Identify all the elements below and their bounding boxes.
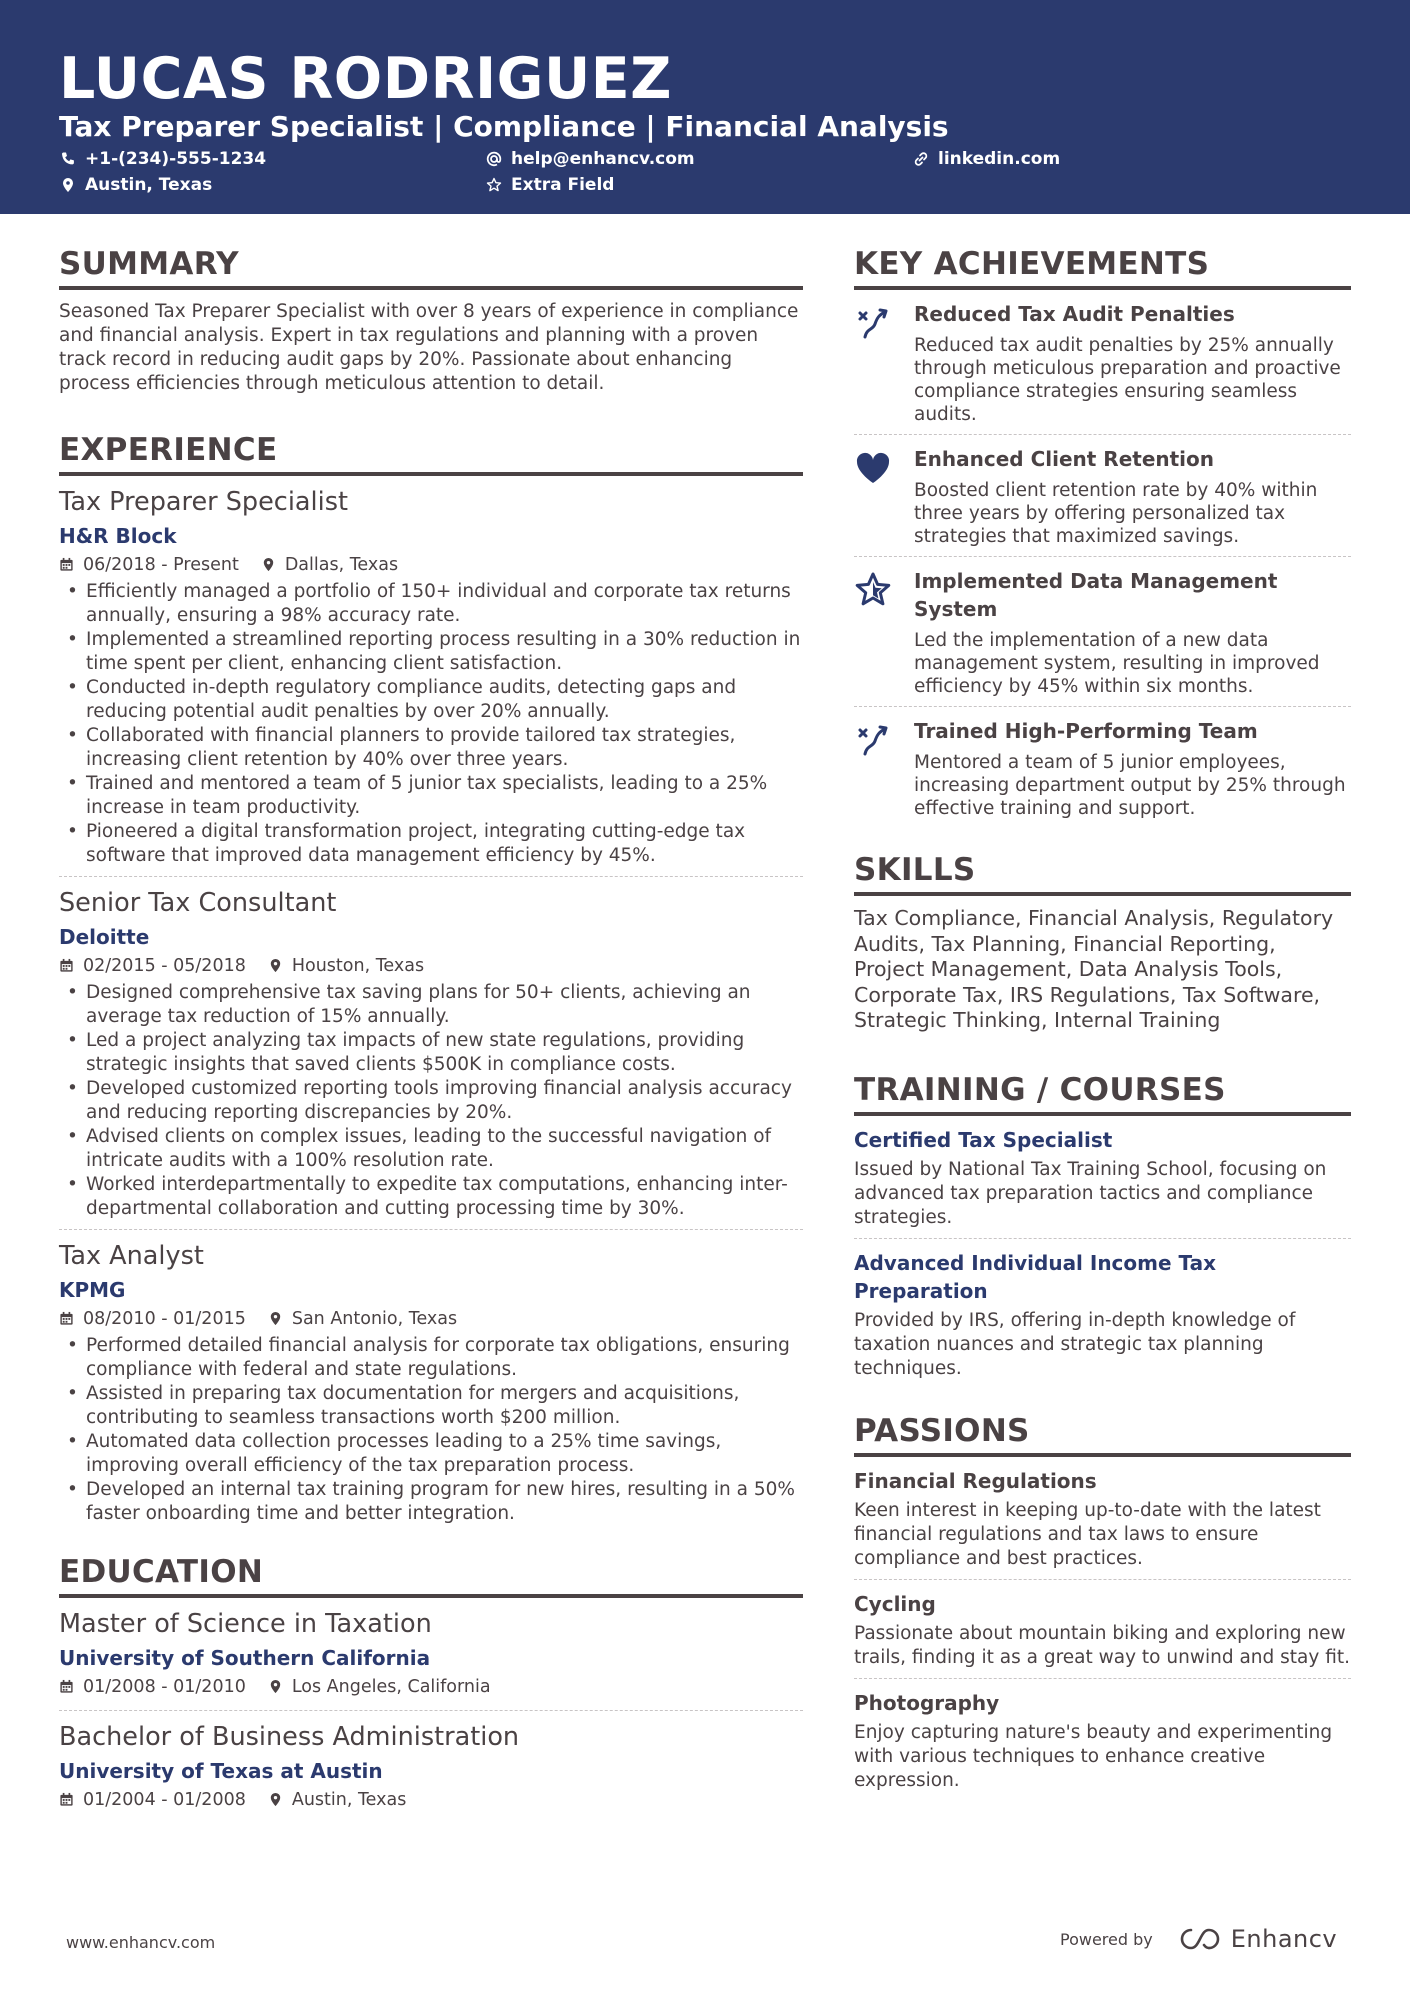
passions-section (854, 1411, 1351, 1801)
training-section (854, 1070, 1351, 1389)
brand-name: Enhancv (1230, 1925, 1338, 1953)
footer-website[interactable]: www.enhancv.com (66, 1933, 216, 1952)
summary-text: Seasoned Tax Preparer Specialist with over 8 years of experience in compliance and financial analysis. Expert in tax regulations and planning with a proven track record in reducing audit gaps by 20%. Passionate about enhancing process efficiencies through meticulous attention to detail. (59, 301, 799, 394)
summary-heading: SUMMARY (59, 244, 803, 290)
contact-email[interactable] (485, 148, 695, 170)
contact-phone[interactable] (59, 148, 266, 170)
passion-item (854, 1689, 1351, 1801)
job-bullet: • Developed customized reporting tools improving financial analysis accuracy and reducing reporting discrepancies by 20%. (59, 1077, 803, 1125)
education-dates: 01/2004 - 01/2008 (83, 1790, 246, 1810)
resume-header (0, 0, 1410, 214)
education-location: Austin, Texas (291, 1790, 407, 1810)
job-company: KPMG (59, 1278, 126, 1302)
job-bullet: • Collaborated with financial planners to provide tailored tax strategies, increasing client retention by 40% over three years. (59, 724, 803, 772)
achievement-description: Led the implementation of a new data management system, resulting in improved efficiency by 45% within six months. (914, 630, 1320, 697)
job-location: San Antonio, Texas (291, 1309, 458, 1329)
job-bullet: • Pioneered a digital transformation project, integrating cutting-edge tax software that improved data management efficiency by 45%. (59, 820, 803, 868)
education-dates: 01/2008 - 01/2010 (83, 1677, 246, 1697)
job-bullet: • Conducted in-depth regulatory compliance audits, detecting gaps and reducing potential audit penalties by over 20% annually. (59, 676, 803, 724)
achievement-title: Implemented Data Management System (914, 569, 1278, 621)
candidate-name: LUCAS RODRIGUEZ (59, 46, 673, 112)
linkedin-text: linkedin.com (938, 149, 1061, 169)
job-dates: 02/2015 - 05/2018 (83, 956, 246, 976)
calendar-icon (59, 958, 75, 974)
passion-title: Cycling (854, 1591, 936, 1616)
calendar-icon (59, 1792, 75, 1808)
star-icon (854, 567, 914, 698)
powered-by-label: Powered by (1060, 1929, 1153, 1949)
summary-section (59, 244, 803, 396)
job-bullet: • Automated data collection processes leading to a 25% time savings, improving overall efficiency of the tax preparation process. (59, 1430, 803, 1478)
job-bullet: • Designed comprehensive tax saving plans for 50+ clients, achieving an average tax reduction of 15% annually. (59, 981, 803, 1029)
footer-branding[interactable] (1060, 1925, 1337, 1953)
link-icon (912, 150, 930, 168)
path-icon (854, 717, 914, 820)
job-bullet: • Developed an internal tax training program for new hires, resulting in a 50% faster onboarding time and better integration. (59, 1478, 803, 1526)
job-title: Tax Preparer Specialist (59, 487, 348, 517)
job-bullet: • Advised clients on complex issues, leading to the successful navigation of intricate audits with a 100% resolution rate. (59, 1125, 803, 1173)
email-text: help@enhancv.com (511, 149, 695, 169)
path-icon (854, 300, 914, 426)
achievement-item (854, 717, 1351, 828)
job-bullet: • Assisted in preparing tax documentation for mergers and acquisitions, contributing to seamless transactions worth $200 million. (59, 1382, 803, 1430)
phone-text: +1-(234)-555-1234 (85, 149, 267, 169)
education-heading: EDUCATION (59, 1552, 803, 1598)
job-title: Tax Analyst (59, 1241, 204, 1271)
passion-description: Keen interest in keeping up-to-date with the latest financial regulations and tax laws to ensure compliance and best practices. (854, 1499, 1321, 1569)
contact-linkedin[interactable] (912, 148, 1060, 170)
achievement-item (854, 567, 1351, 707)
job-meta (59, 554, 803, 576)
course-item (854, 1249, 1351, 1389)
degree-title: Master of Science in Taxation (59, 1609, 432, 1639)
job-company: Deloitte (59, 925, 150, 949)
degree-title: Bachelor of Business Administration (59, 1722, 520, 1752)
star-outline-icon (485, 176, 503, 194)
education-meta (59, 1676, 803, 1698)
candidate-title: Tax Preparer Specialist | Compliance | Financial Analysis (59, 110, 949, 143)
education-entry (59, 1721, 803, 1823)
job-location: Dallas, Texas (284, 555, 399, 575)
passion-item (854, 1467, 1351, 1580)
location-pin-icon (59, 176, 77, 194)
school-name: University of Southern California (59, 1646, 431, 1670)
job-dates: 08/2010 - 01/2015 (83, 1309, 246, 1329)
passion-title: Financial Regulations (854, 1468, 1097, 1493)
course-title: Certified Tax Specialist (854, 1127, 1113, 1152)
job-company: H&R Block (59, 524, 177, 548)
job-bullet: • Performed detailed financial analysis for corporate tax obligations, ensuring compliance with federal and state regulations. (59, 1334, 803, 1382)
skills-heading: SKILLS (854, 850, 1351, 896)
passion-description: Enjoy capturing nature's beauty and experimenting with various techniques to enhance creative expression. (854, 1721, 1333, 1791)
skills-text: Tax Compliance, Financial Analysis, Regulatory Audits, Tax Planning, Financial Reporting, Project Management, Data Analysis Tools, Corporate Tax, IRS Regulations, Tax Software, Strategic Thinking, Internal Training (854, 906, 1334, 1032)
course-title: Advanced Individual Income Tax Preparation (854, 1250, 1216, 1303)
achievement-title: Enhanced Client Retention (914, 447, 1215, 471)
achievement-item (854, 445, 1351, 557)
job-bullet: • Efficiently managed a portfolio of 150+ individual and corporate tax returns annually, ensuring a 98% accuracy rate. (59, 580, 803, 628)
job-bullet: • Worked interdepartmentally to expedite tax computations, enhancing inter-departmental collaboration and cutting processing time by 30%. (59, 1173, 803, 1221)
achievement-title: Trained High-Performing Team (914, 719, 1258, 743)
education-section (59, 1552, 803, 1823)
achievement-title: Reduced Tax Audit Penalties (914, 302, 1235, 326)
skills-section (854, 850, 1351, 1034)
achievements-section (854, 244, 1351, 828)
job-meta (59, 955, 803, 977)
location-pin-icon (268, 1679, 284, 1695)
calendar-icon (59, 1679, 75, 1695)
job-bullets (59, 1334, 803, 1526)
location-pin-icon (268, 1311, 284, 1327)
passion-description: Passionate about mountain biking and exploring new trails, finding it as a great way to unwind and stay fit. (854, 1622, 1350, 1668)
phone-icon (59, 150, 77, 168)
location-pin-icon (268, 958, 284, 974)
course-description: Provided by IRS, offering in-depth knowledge of taxation nuances and strategic tax planning techniques. (854, 1309, 1296, 1379)
location-pin-icon (261, 557, 277, 573)
contact-extra (485, 174, 614, 196)
location-pin-icon (268, 1792, 284, 1808)
job-meta (59, 1308, 803, 1330)
job-title: Senior Tax Consultant (59, 888, 337, 918)
job-dates: 06/2018 - Present (83, 555, 239, 575)
contact-location (59, 174, 212, 196)
education-entry (59, 1608, 803, 1711)
job-location: Houston, Texas (291, 956, 425, 976)
job-bullet: • Led a project analyzing tax impacts of new state regulations, providing strategic insights that saved clients $500K in compliance costs. (59, 1029, 803, 1077)
job-bullet: • Implemented a streamlined reporting process resulting in a 30% reduction in time spent per client, enhancing client satisfaction. (59, 628, 803, 676)
job-entry (59, 887, 803, 1230)
at-icon (485, 150, 503, 168)
training-heading: TRAINING / COURSES (854, 1070, 1351, 1116)
course-item (854, 1126, 1351, 1239)
location-text: Austin, Texas (85, 175, 213, 195)
achievement-description: Boosted client retention rate by 40% within three years by offering personalized tax strategies that maximized savings. (914, 480, 1318, 547)
experience-section (59, 430, 803, 1534)
achievements-heading: KEY ACHIEVEMENTS (854, 244, 1351, 290)
heart-icon (854, 445, 914, 548)
job-entry (59, 486, 803, 877)
job-bullets (59, 981, 803, 1221)
calendar-icon (59, 1311, 75, 1327)
enhancv-logo-icon (1179, 1926, 1225, 1952)
extra-field-text: Extra Field (511, 175, 615, 195)
achievement-description: Mentored a team of 5 junior employees, increasing department output by 25% through effective training and support. (914, 752, 1346, 819)
education-location: Los Angeles, California (291, 1677, 491, 1697)
job-bullets (59, 580, 803, 868)
passion-item (854, 1590, 1351, 1679)
passions-heading: PASSIONS (854, 1411, 1351, 1457)
achievement-item (854, 300, 1351, 435)
experience-heading: EXPERIENCE (59, 430, 803, 476)
left-column (59, 244, 803, 1833)
job-entry (59, 1240, 803, 1534)
job-bullet: • Trained and mentored a team of 5 junior tax specialists, leading to a 25% increase in team productivity. (59, 772, 803, 820)
calendar-icon (59, 557, 75, 573)
right-column (854, 244, 1351, 1811)
course-description: Issued by National Tax Training School, focusing on advanced tax preparation tactics and compliance strategies. (854, 1158, 1327, 1228)
achievement-description: Reduced tax audit penalties by 25% annually through meticulous preparation and proactive compliance strategies ensuring seamless audits. (914, 335, 1341, 425)
education-meta (59, 1789, 803, 1811)
school-name: University of Texas at Austin (59, 1759, 383, 1783)
passion-title: Photography (854, 1690, 1000, 1715)
